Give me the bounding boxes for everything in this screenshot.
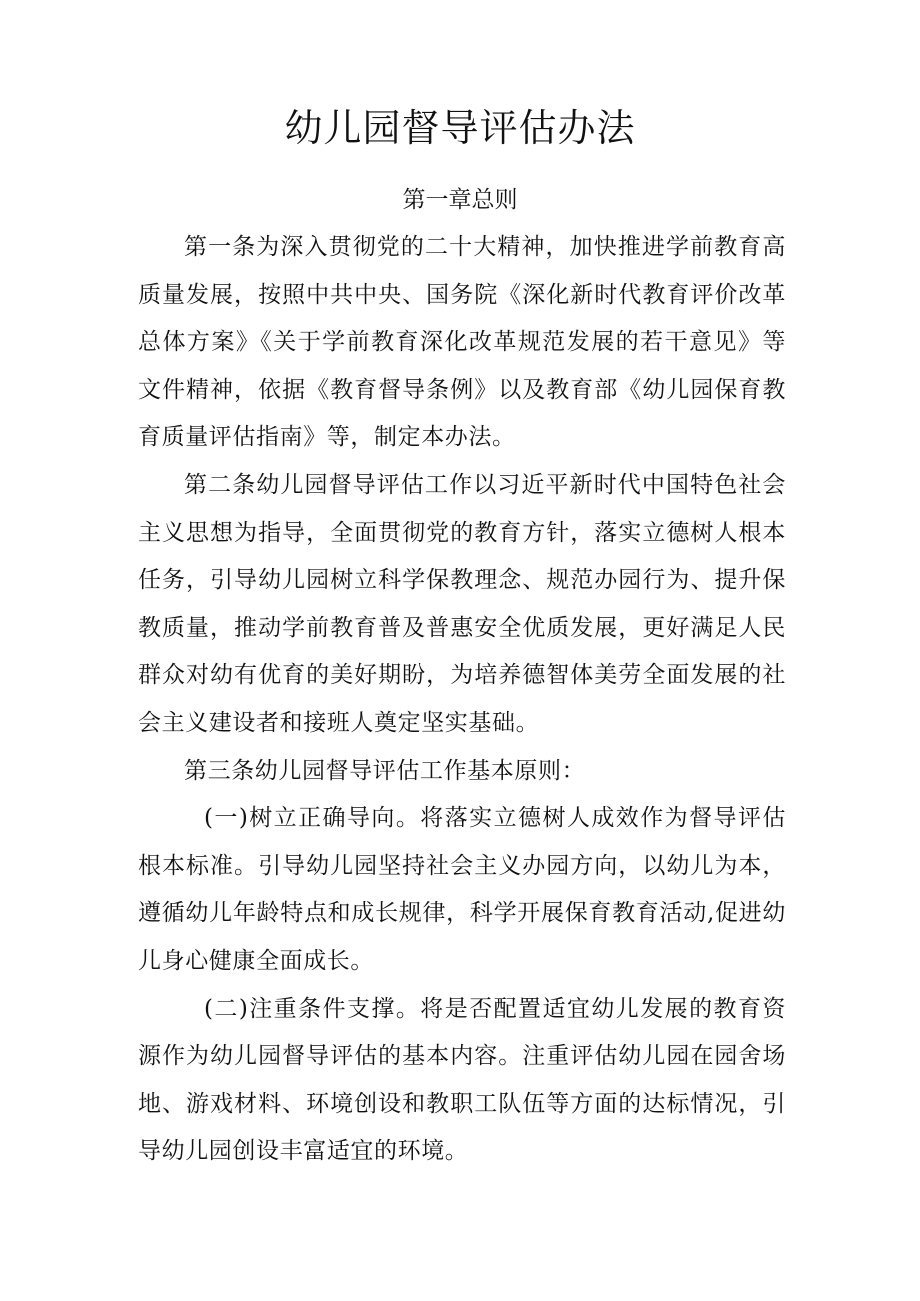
article-1-paragraph: 第一条为深入贯彻党的二十大精神，加快推进学前教育高质量发展，按照中共中央、国务院《深化新时代教育评价改革总体方案》《关于学前教育深化改革规范发展的若干意见》等文件精神，依据《教育督导条例》以及教育部《幼儿园保育教育质量评估指南》等，制定本办法。	[138, 234, 786, 451]
article-3-paragraph: 第三条幼儿园督导评估工作基本原则：	[184, 757, 586, 784]
document-title: 幼儿园督导评估办法	[284, 106, 636, 150]
principle-2-paragraph: (二)注重条件支撑。将是否配置适宜幼儿发展的教育资源作为幼儿园督导评估的基本内容。注重评估幼儿园在园舍场地、游戏材料、环境创设和教职工队伍等方面的达标情况，引导幼儿园创设丰富适宜的环境。	[138, 995, 786, 1165]
article-2-paragraph: 第二条幼儿园督导评估工作以习近平新时代中国特色社会主义思想为指导，全面贯彻党的教育方针，落实立德树人根本任务，引导幼儿园树立科学保教理念、规范办园行为、提升保教质量，推动学前教育普及普惠安全优质发展，更好满足人民群众对幼有优育的美好期盼，为培养德智体美劳全面发展的社会主义建设者和接班人奠定坚实基础。	[138, 471, 786, 736]
principle-1-paragraph: (一)树立正确导向。将落实立德树人成效作为督导评估根本标准。引导幼儿园坚持社会主义办园方向，以幼儿为本，遵循幼儿年龄特点和成长规律，科学开展保育教育活动,促进幼儿身心健康全面成长。	[138, 805, 786, 974]
chapter-heading: 第一章总则	[402, 187, 518, 213]
document-body	[138, 224, 786, 1176]
